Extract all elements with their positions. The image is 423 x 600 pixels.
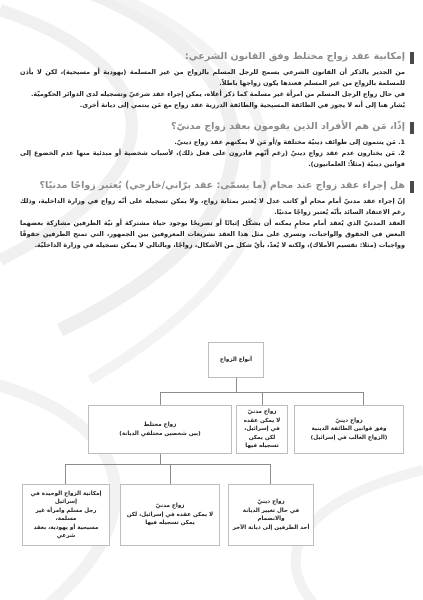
node-civil-marriage xyxy=(236,405,288,454)
node-marriage-types xyxy=(208,342,264,378)
node-text: (بين شخصين مختلفي الديانة) xyxy=(119,430,201,437)
node-religious-conversion xyxy=(228,484,314,546)
node-text: في حال تغيير الديانة والانضمام xyxy=(242,507,300,522)
node-muslim-man-marriage xyxy=(22,484,110,546)
node-text: لا يمكن عقده في إسرائيل، لكن يمكن تسجيله فيها xyxy=(243,417,281,450)
section-heading: هل إجراء عقد زواج عند محام (ما يسمّى: عقد برّاني/خارجي) يُعتبر زواجًا مدنيًا؟ xyxy=(39,180,405,191)
node-text: يمكن تسجيله فيها xyxy=(145,520,195,527)
node-text: أحد الطرفين إلى ديانة الآخر xyxy=(232,524,310,531)
node-label: إمكانية الزواج الوحيدة في إسرائيل xyxy=(30,490,102,505)
connector-line xyxy=(236,378,237,392)
node-text: وفق قوانين الطائفة الدينية xyxy=(311,426,387,433)
node-label: زواج دينيّ xyxy=(257,499,285,505)
paragraph: في حال زواج الرجل المسلم من امرأة غير مسلمة كما ذكر أعلاه، يمكن إجراء عقد شرعيّ وتسجيله لدى الدوائر الحكوميّة. xyxy=(30,90,405,98)
section-heading: إمكانية عقد زواج مختلط وفق القانون الشرعي: xyxy=(184,51,405,62)
node-label: أنواع الزواج xyxy=(219,356,253,363)
connector-line xyxy=(65,464,271,465)
connector-line xyxy=(270,464,271,484)
paragraph: من الجدير بالذكر أن القانون الشرعي يسمح للرجل المسلم بالزواج من غير المسلمة (يهودية أو مسيحية)، لكن لا يأذن للمسلمة بالزواج من غير المسلم فعندها يكون زواجها باطلاً. xyxy=(20,68,405,87)
connector-line xyxy=(170,464,171,484)
paragraph: إنّ إجراء عقد مدنيّ أمام محام أو كاتب عدل لا يُعتبر بمثابة زواج، ولا يمكن تسجيله على أنّه زواج في وزارة الداخلية، وذلك رغم الاعتقاد السائد بأنّه يُعتبر زواجًا مدنيًا. xyxy=(20,197,405,216)
connector-line xyxy=(363,392,364,405)
paragraph: 1. مَن ينتمون إلى طوائف دينيّة مختلفة و/أو مَن لا يمكنهم عقد زواج دينيّ. xyxy=(174,138,405,146)
node-civil-marriage-mixed xyxy=(120,484,220,546)
node-text: مسيحية أو يهودية، بعقد شرعي xyxy=(33,524,99,539)
node-mixed-marriage xyxy=(88,405,232,454)
paragraph: 2. مَن يختارون عدم عقد زواج دينيّ (رغم أنّهم قادرون على فعل ذلك)، لأسباب شخصية أو مبدئية منها عدم الخضوع إلى قوانين دينيّة (مثلاً: العلمانيون). xyxy=(20,149,405,168)
node-text: رجل مسلم وامرأة غير مسلمة، xyxy=(35,507,97,522)
node-label: زواج مدنيّ xyxy=(155,503,185,510)
node-label: زواج دينيّ xyxy=(335,417,363,424)
node-religious-marriage xyxy=(294,405,404,454)
node-label: زواج مدنيّ xyxy=(247,409,277,416)
section-heading: إذًا، مَن هم الأفراد الذين يقومون بعقد زواج مدنيّ؟ xyxy=(170,121,405,132)
connector-line xyxy=(160,454,161,464)
node-label: زواج مختلط xyxy=(143,422,177,428)
paragraph: العقد المدنيّ الذي يُعقد أمام محامٍ يمكنه أن يشكّل إثباتًا أو تصريحًا بوجود حياة مشتركة أو نيّة الطرفين مشاركة بعضهما البعض في الحقوق والواجبات، وتسري على مثل هذا العقد تشريعات المعروفين بين الجمهور، التي تمنح الطرفين حقوقًا وواجبات (مثلا: تقسيم الأملاك)، ولكنه لا يُعدّ، بأيّ شكل من الأشكال، زواجًا، وبالتالي لا يمكن تسجيله في وزارة الداخليّة. xyxy=(20,219,405,249)
node-text: (الزواج الغالب في إسرائيل) xyxy=(310,434,388,441)
connector-line xyxy=(262,392,263,405)
connector-line xyxy=(160,392,161,405)
node-text: لا يمكن عقده في إسرائيل، لكن xyxy=(126,511,214,518)
paragraph: يُشار هنا إلى أنه لا يجوز في الطائفة المسيحية والطائفة الدرزية عقد زواج مع مَن ينتمي إلى ديانة أخرى. xyxy=(79,101,405,109)
connector-line xyxy=(65,464,66,484)
